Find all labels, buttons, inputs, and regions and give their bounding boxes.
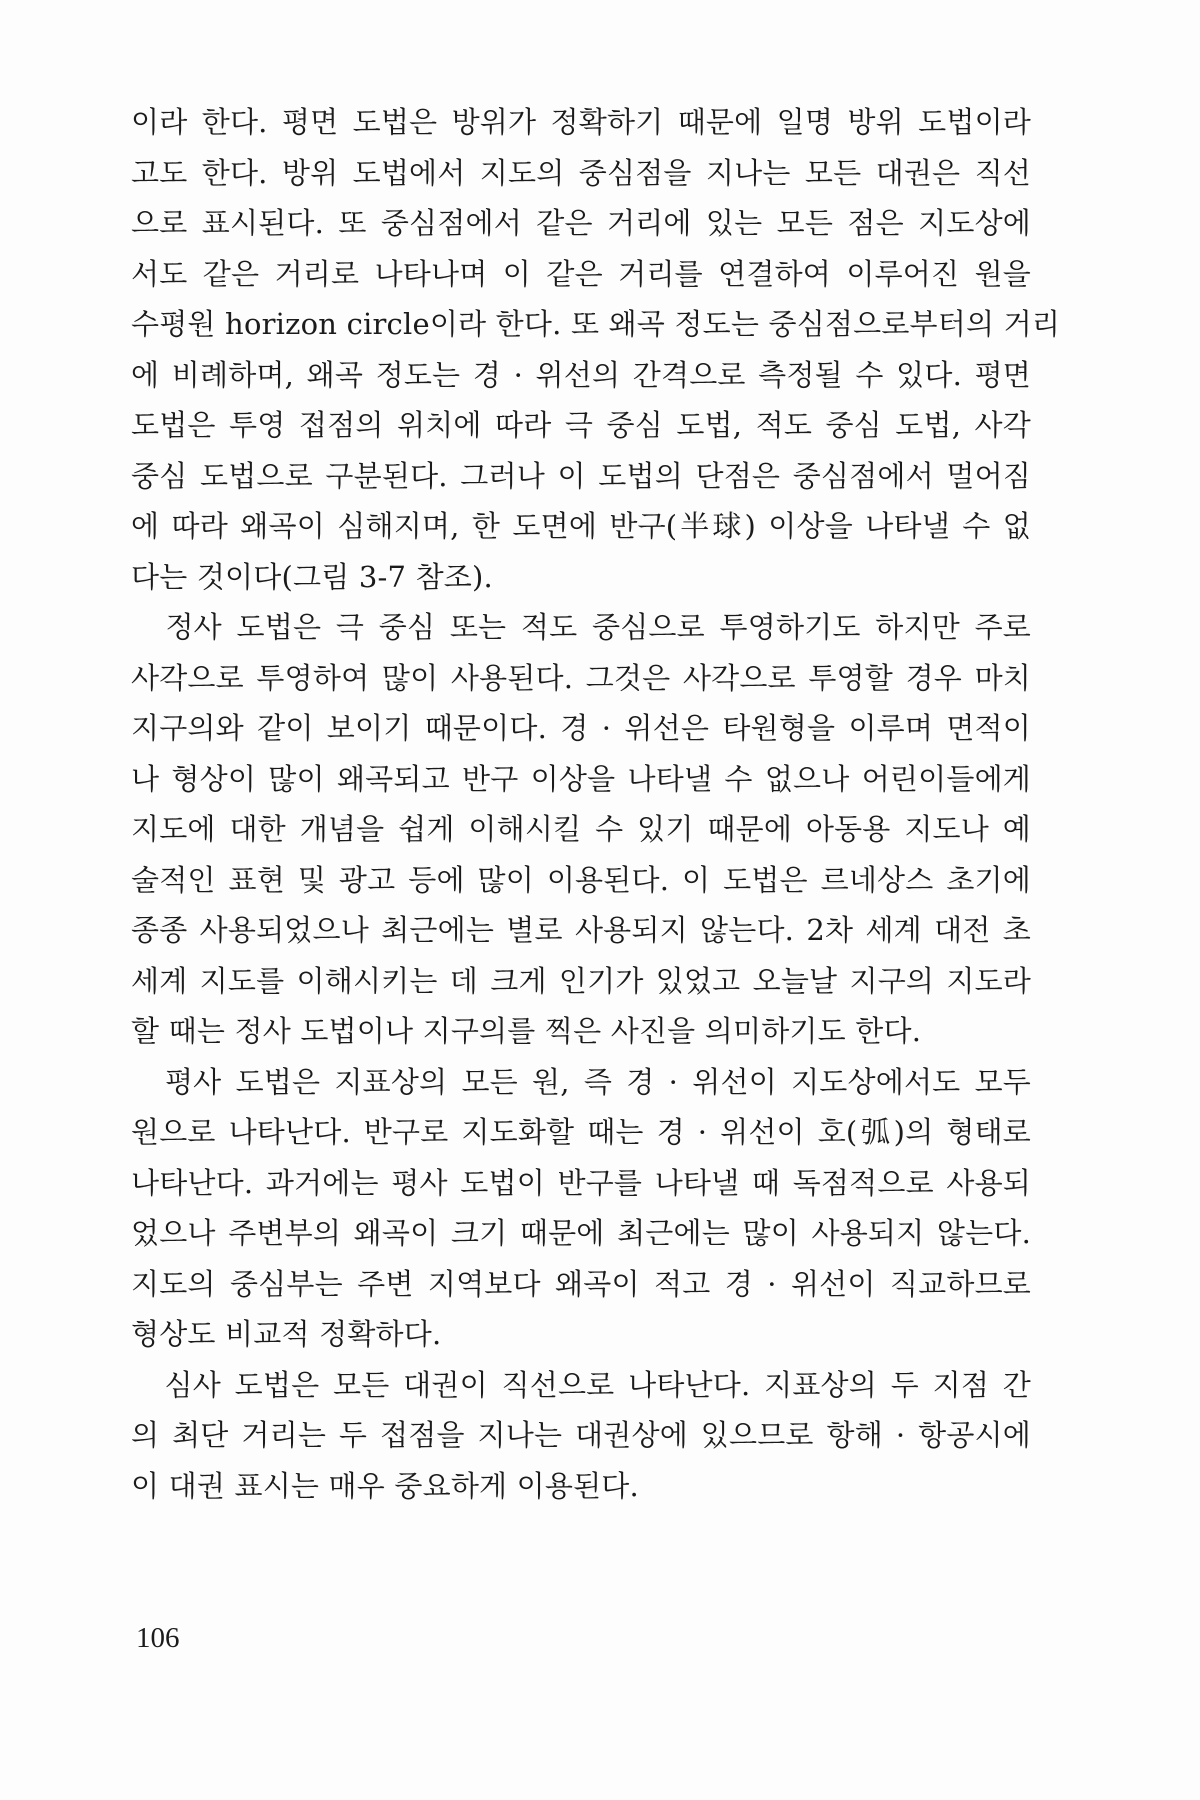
text-line: 지구의와 같이 보이기 때문이다. 경 · 위선은 타원형을 이루며 면적이 <box>131 711 1031 745</box>
text-line: 의 최단 거리는 두 접점을 지나는 대권상에 있으므로 항해 · 항공시에 <box>131 1418 1031 1452</box>
text-line: 서도 같은 거리로 나타나며 이 같은 거리를 연결하여 이루어진 원을 <box>131 256 1031 291</box>
text-line: 지도에 대한 개념을 쉽게 이해시킬 수 있기 때문에 아동용 지도나 예 <box>131 812 1031 846</box>
text-line: 심사 도법은 모든 대권이 직선으로 나타난다. 지표상의 두 지점 간 <box>131 1367 1031 1402</box>
text-line: 이라 한다. 평면 도법은 방위가 정확하기 때문에 일명 방위 도법이라 <box>131 105 1031 139</box>
page-number: 106 <box>136 1622 180 1654</box>
text-line: 나 형상이 많이 왜곡되고 반구 이상을 나타낼 수 없으나 어린이들에게 <box>131 761 1031 796</box>
text-line: 에 비례하며, 왜곡 정도는 경 · 위선의 간격으로 측정될 수 있다. 평면 <box>131 357 1031 392</box>
text-line: 도법은 투영 접점의 위치에 따라 극 중심 도법, 적도 중심 도법, 사각 <box>131 408 1031 442</box>
text-line: 정사 도법은 극 중심 또는 적도 중심으로 투영하기도 하지만 주로 <box>131 610 1031 644</box>
text-line: 이 대권 표시는 매우 중요하게 이용된다. <box>131 1468 639 1503</box>
text-line: 사각으로 투영하여 많이 사용된다. 그것은 사각으로 투영할 경우 마치 <box>131 660 1031 695</box>
text-line: 원으로 나타난다. 반구로 지도화할 때는 경 · 위선이 호(弧)의 형태로 <box>131 1115 1031 1149</box>
body-text <box>131 97 1061 1511</box>
text-line: 할 때는 정사 도법이나 지구의를 찍은 사진을 의미하기도 한다. <box>131 1014 922 1048</box>
text-line: 고도 한다. 방위 도법에서 지도의 중심점을 지나는 모든 대권은 직선 <box>131 155 1031 190</box>
text-line: 으로 표시된다. 또 중심점에서 같은 거리에 있는 모든 점은 지도상에 <box>131 206 1031 240</box>
text-line: 나타난다. 과거에는 평사 도법이 반구를 나타낼 때 독점적으로 사용되 <box>131 1165 1031 1200</box>
text-line: 었으나 주변부의 왜곡이 크기 때문에 최근에는 많이 사용되지 않는다. <box>131 1216 1031 1250</box>
text-line: 다는 것이다(그림 3-7 참조). <box>131 559 493 594</box>
text-line: 평사 도법은 지표상의 모든 원, 즉 경 · 위선이 지도상에서도 모두 <box>131 1064 1031 1099</box>
text-line: 형상도 비교적 정확하다. <box>131 1317 442 1351</box>
text-line: 지도의 중심부는 주변 지역보다 왜곡이 적고 경 · 위선이 직교하므로 <box>131 1266 1031 1301</box>
text-line: 종종 사용되었으나 최근에는 별로 사용되지 않는다. 2차 세계 대전 초 <box>131 913 1031 947</box>
text-line: 중심 도법으로 구분된다. 그러나 이 도법의 단점은 중심점에서 멀어짐 <box>131 458 1031 493</box>
text-line: 세계 지도를 이해시키는 데 크게 인기가 있었고 오늘날 지구의 지도라 <box>131 963 1031 998</box>
text-line: 술적인 표현 및 광고 등에 많이 이용된다. 이 도법은 르네상스 초기에 <box>131 862 1031 897</box>
text-line: 수평원 horizon circle이라 한다. 또 왜곡 정도는 중심점으로부터의 거리 <box>131 307 1061 341</box>
text-line: 에 따라 왜곡이 심해지며, 한 도면에 반구(半球) 이상을 나타낼 수 없 <box>131 509 1031 543</box>
